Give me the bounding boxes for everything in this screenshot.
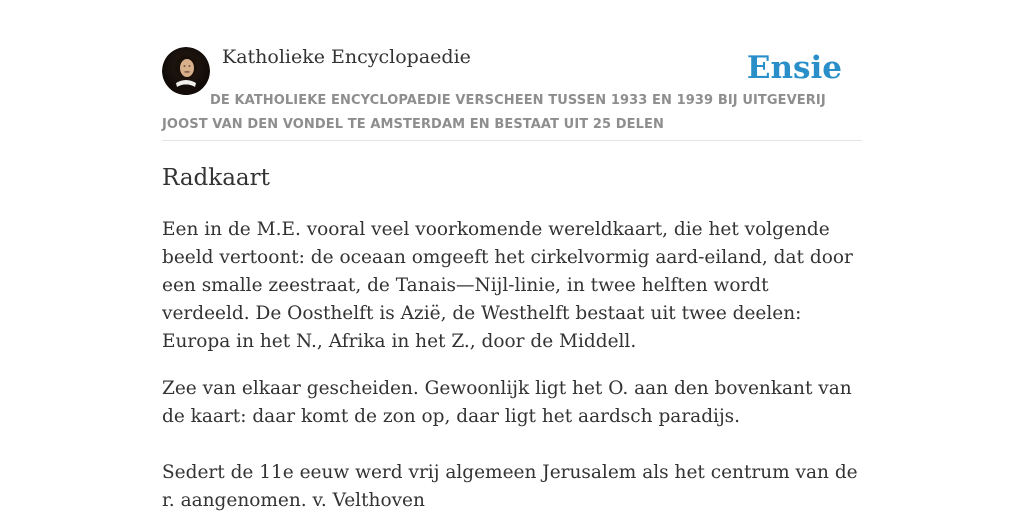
site-header (162, 40, 862, 141)
article-paragraph-3: Sedert de 11e eeuw werd vrij algemeen Jerusalem als het centrum van de r. aangenomen. v. Velthoven (162, 462, 858, 511)
article-title: Radkaart (162, 165, 270, 191)
author-portrait-avatar[interactable] (162, 47, 210, 95)
article-paragraph-1: Een in de M.E. vooral veel voorkomende wereldkaart, die het volgende beeld vertoont: de oceaan omgeeft het cirkelvormig aard-eiland, dat door een smalle zeestraat, de Tanais—Nijl-linie, in twee helften wordt verdeeld. De Oosthelft is Azië, de Westhelft bestaat uit twee deelen: Europa in het N., Afrika in het Z., door de Middell. (162, 219, 853, 352)
article-paragraph-2: Zee van elkaar gescheiden. Gewoonlijk ligt het O. aan den bovenkant van de kaart: daar komt de zon op, daar ligt het aardsch paradijs. (162, 378, 852, 427)
portrait-image (162, 47, 210, 95)
site-title[interactable]: Katholieke Encyclopaedie (222, 46, 471, 68)
ensie-logo[interactable]: Ensie (746, 50, 842, 86)
article (162, 160, 862, 512)
site-tagline: DE KATHOLIEKE ENCYCLOPAEDIE VERSCHEEN TUSSEN 1933 EN 1939 BIJ UITGEVERIJ JOOST VAN DEN VONDEL TE AMSTERDAM EN BESTAAT UIT 25 DELEN (162, 93, 826, 132)
